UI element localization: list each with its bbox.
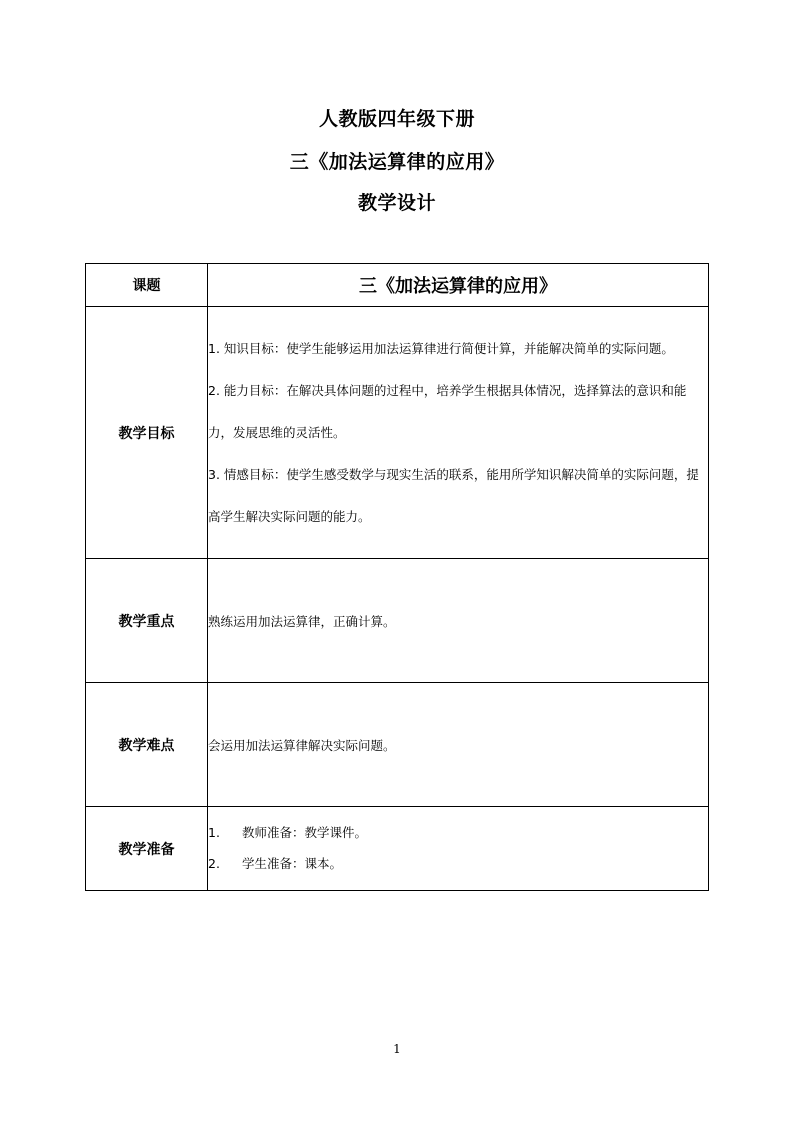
table-row-topic — [86, 264, 709, 307]
difficulties-value: 会运用加法运算律解决实际问题。 — [208, 683, 709, 807]
preparation-label: 教学准备 — [86, 807, 208, 891]
topic-value: 三《加法运算律的应用》 — [208, 264, 709, 307]
topic-label: 课题 — [86, 264, 208, 307]
goal-item-ability: 2. 能力目标：在解决具体问题的过程中，培养学生根据具体情况，选择算法的意识和能力，发展思维的灵活性。 — [208, 382, 687, 440]
table-row-preparation — [86, 807, 709, 891]
title-line-grade: 人教版四年级下册 — [318, 108, 475, 130]
preparation-list — [208, 807, 709, 891]
goals-label: 教学目标 — [86, 307, 208, 559]
list-item-number: 1. — [208, 825, 220, 840]
title-line-lesson: 三《加法运算律的应用》 — [289, 151, 505, 173]
goal-item-emotion: 3. 情感目标：使学生感受数学与现实生活的联系，能用所学知识解决简单的实际问题，提高学生解决实际问题的能力。 — [208, 466, 699, 524]
page-number: 1 — [393, 1042, 401, 1056]
table-row-key-points — [86, 559, 709, 683]
key-points-value: 熟练运用加法运算律，正确计算。 — [208, 559, 709, 683]
table-row-difficulties — [86, 683, 709, 807]
table-row-goals — [86, 307, 709, 559]
title-line-design: 教学设计 — [357, 192, 436, 214]
lesson-design-table — [85, 263, 709, 891]
key-points-label: 教学重点 — [86, 559, 208, 683]
goal-item-knowledge: 1. 知识目标：使学生能够运用加法运算律进行简便计算，并能解决简单的实际问题。 — [208, 340, 674, 356]
list-item — [208, 854, 708, 874]
list-item-text: 学生准备：课本。 — [242, 856, 343, 871]
list-item-number: 2. — [208, 856, 220, 871]
list-item-text: 教师准备：教学课件。 — [242, 825, 368, 840]
difficulties-label: 教学难点 — [86, 683, 208, 807]
list-item — [208, 823, 708, 843]
goals-content — [208, 307, 709, 559]
